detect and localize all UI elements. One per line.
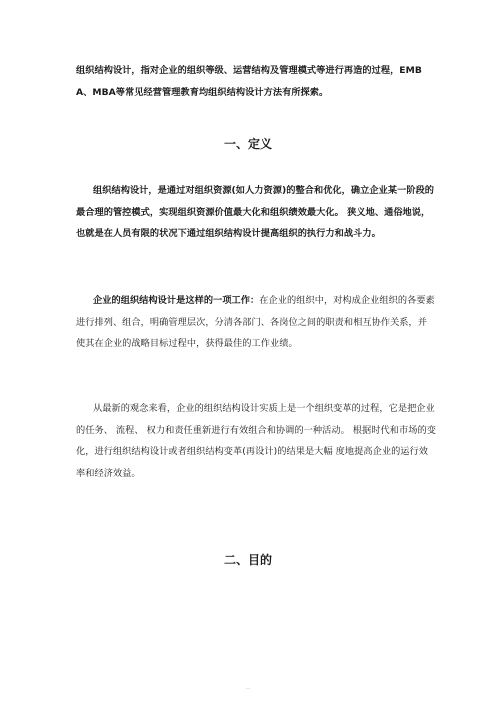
page-mark <box>246 688 250 689</box>
latest-concept-paragraph: 从最新的观念来看，企业的组织结构设计实质上是一个组织变革的过程，它是把企业的任务、 流程、 权力和责任重新进行有效组合和协调的一种活动。 根据时代和市场的变化，进行组织结构设计或者组织结构变革(再设计)的结果是大幅 度地提高企业的运行效率和经济效益。 <box>76 403 436 479</box>
work-description-body: 在企业的组织中，对构成企业组织的各要素进行排列、组合，明确管理层次，分清各部门、各岗位之间的职责和相互协作关系，并使其在企业的战略目标过程中，获得最佳的工作业绩。 <box>76 295 435 349</box>
definition-paragraph: 组织结构设计，是通过对组织资源(如人力资源)的整合和优化，确立企业某一阶段的最合理的管控模式，实现组织资源价值最大化和组织绩效最大化。 狭义地、通俗地说，也就是在人员有限的状况下通过组织结构设计提高组织的执行力和战斗力。 <box>76 185 435 239</box>
work-description-lead: 企业的组织结构设计是这样的一项工作： <box>93 295 260 306</box>
section-heading-purpose: 二、目的 <box>223 553 272 567</box>
work-description-paragraph <box>76 290 436 355</box>
section-heading-definition: 一、定义 <box>223 137 272 151</box>
intro-paragraph: 组织结构设计，指对企业的组织等级、运营结构及管理模式等进行再造的过程，EMBA、MBA等常见经营管理教育均组织结构设计方法有所探索。 <box>76 65 422 98</box>
